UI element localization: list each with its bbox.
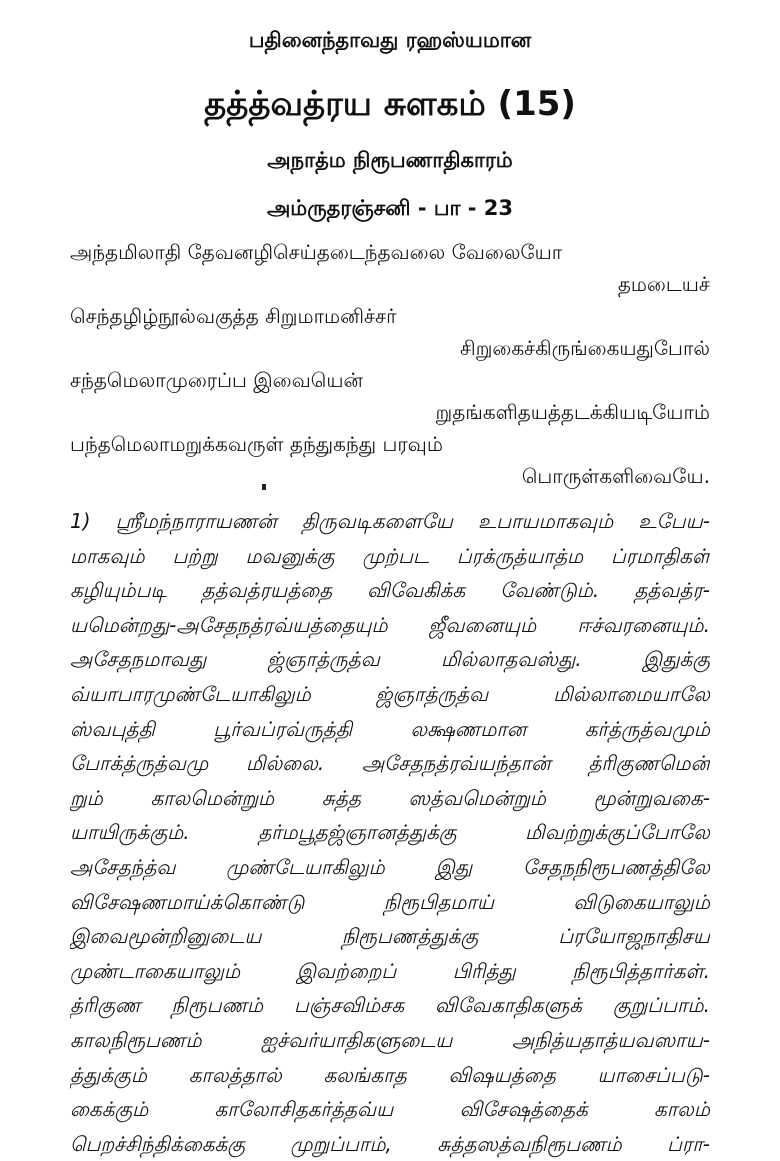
paragraph-line: யாயிருக்கும். தர்மபூதஜ்ஞானத்துக்கு மிவற்றுக்குப்போலே (70, 820, 710, 845)
paragraph-line: அசேதந்த்வ முண்டேயாகிலும் இது சேதநநிரூபணத்திலே (70, 854, 710, 879)
paragraph-line: த்ரிகுண நிரூபணம் பஞ்சவிம்சக விவேகாதிகளுக் குறுப்பாம். (70, 993, 710, 1018)
paragraph-line: யமென்றது-அசேதநத்ரவ்யத்தையும் ஜீவனையும் ஈச்வரனையும். (70, 612, 710, 637)
paragraph-line: வ்யாபாரமுண்டேயாகிலும் ஜ்ஞாத்ருத்வ மில்லாமையாலே (70, 681, 710, 706)
paragraph-line: காலநிரூபணம் ஐச்வர்யாதிகளுடைய அநித்யதாத்யவஸாய- (70, 1027, 710, 1052)
verse-line: தமடையச் (617, 272, 710, 296)
verse-line: றுதங்களிதயத்தடக்கியடியோம் (435, 400, 710, 424)
paragraph-line: போக்த்ருத்வமு மில்லை. அசேதநத்ரவ்யந்தான் த்ரிகுணமென் (70, 751, 710, 776)
paragraph-line: கழியும்படி தத்வத்ரயத்தை விவேகிக்க வேண்டும். தத்வத்ர- (70, 578, 710, 603)
paragraph-line: மாகவும் பற்று மவனுக்கு முற்பட ப்ரக்ருத்யாத்ம ப்ரமாதிகள் (70, 543, 710, 568)
commentary-paragraph (70, 504, 710, 1161)
paragraph-line: ஸ்வபுத்தி பூர்வப்ரவ்ருத்தி லக்ஷணமான கர்த்ருத்வமும் (70, 716, 710, 741)
verse-line: செந்தழிழ்நூல்வகுத்த சிறுமாமனிச்சர் (70, 304, 397, 328)
paragraph-line: த்துக்கும் காலத்தால் கலங்காத விஷயத்தை யாசைப்படு- (70, 1062, 710, 1087)
verse-reference: அம்ருதரஞ்சனி - பா - 23 (266, 196, 514, 220)
page-title: தத்த்வத்ரய சுளகம் (15) (204, 84, 576, 124)
section-heading: அநாத்ம நிரூபணாதிகாரம் (267, 148, 513, 172)
verse-line: பந்தமெலாமறுக்கவருள் தந்துகந்து பரவும் (70, 432, 443, 456)
verse-block (70, 236, 710, 492)
page-subtitle: பதினைந்தாவது ரஹஸ்யமான (248, 28, 532, 52)
ink-speck (262, 484, 266, 490)
verse-line: சந்தமெலாமுரைப்ப இவையென் (70, 368, 363, 392)
paragraph-line: அசேதநமாவது ஜ்ஞாத்ருத்வ மில்லாதவஸ்து. இதுக்கு (70, 647, 710, 672)
verse-line: பொருள்களிவையே. (521, 464, 710, 488)
paragraph-line: றும் காலமென்றும் சுத்த ஸத்வமென்றும் மூன்றுவகை- (70, 785, 710, 810)
paragraph-line: கைக்கும் காலோசிதகர்த்தவ்ய விசேஷத்தைக் காலம் (70, 1097, 710, 1122)
paragraph-line: விசேஷணமாய்க்கொண்டு நிரூபிதமாய் விடுகையாலும் (70, 889, 710, 914)
paragraph-line: பெறச்சிந்திக்கைக்கு முறுப்பாம், சுத்தஸத்வநிரூபணம் ப்ரா- (70, 1131, 710, 1156)
verse-line: அந்தமிலாதி தேவனழிசெய்தடைந்தவலை வேலையோ (70, 240, 563, 264)
paragraph-line: இவைமூன்றினுடைய நிரூபணத்துக்கு ப்ரயோஜநாதிசய (70, 924, 710, 949)
paragraph-line: 1) ஸ்ரீமந்நாராயணன் திருவடிகளையே உபாயமாகவும் உபேய- (70, 509, 710, 533)
verse-line: சிறுகைச்கிருங்கையதுபோல் (460, 336, 710, 360)
paragraph-line: முண்டாகையாலும் இவற்றைப் பிரித்து நிரூபித்தார்கள். (70, 958, 710, 983)
